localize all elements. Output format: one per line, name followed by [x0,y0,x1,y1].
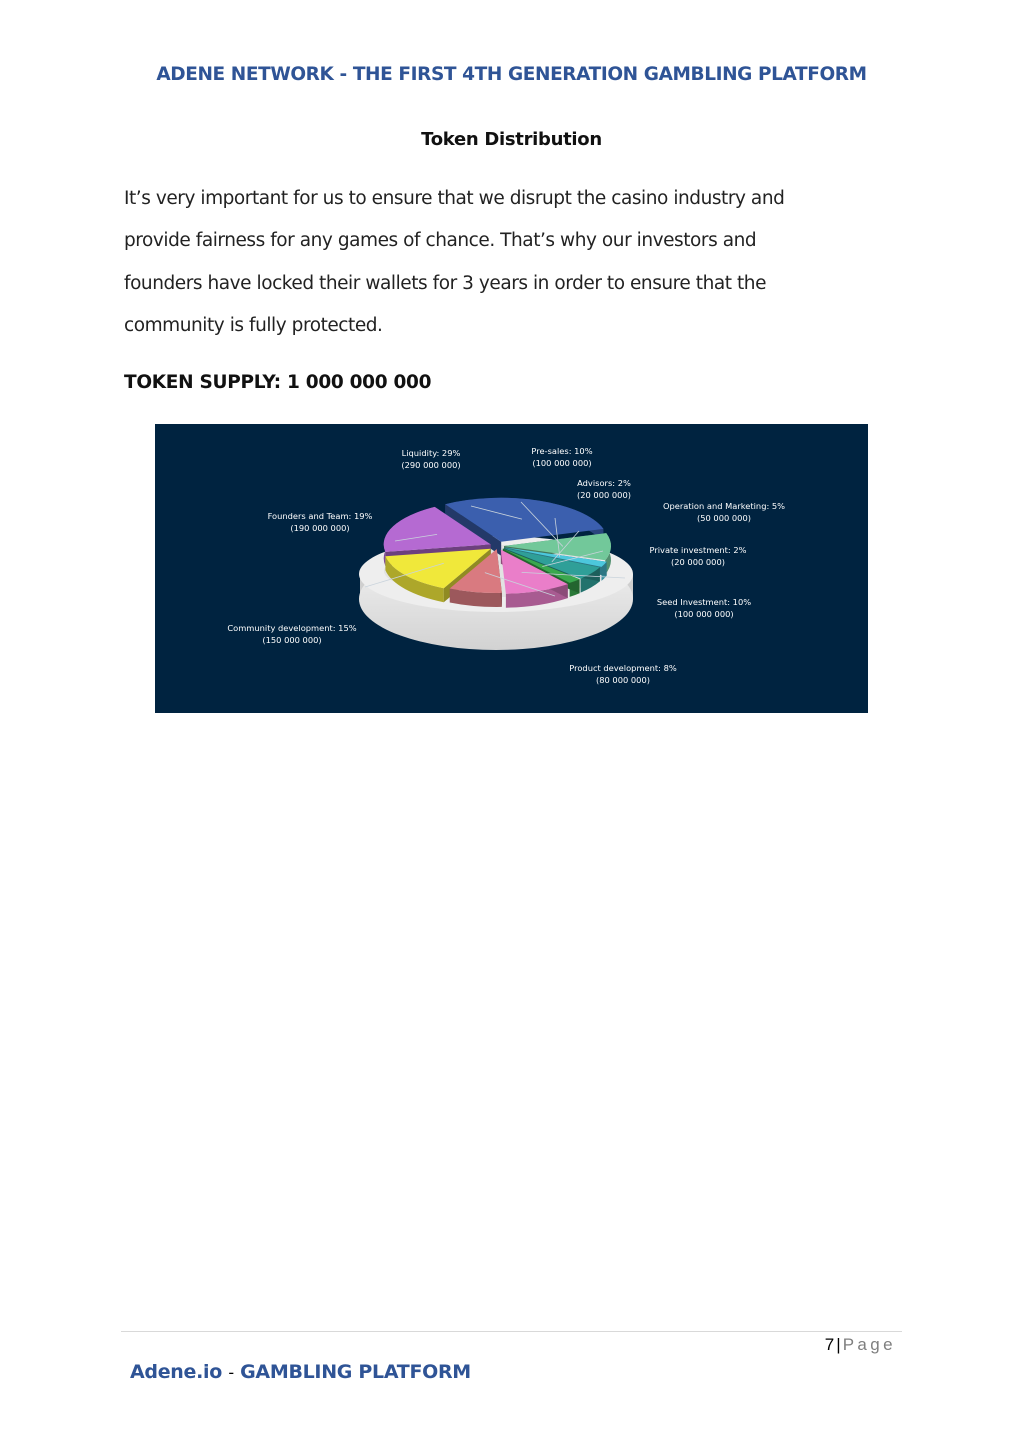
slice-label: Seed Investment: 10% [656,597,752,607]
slice-label: Private investment: 2% [649,545,747,555]
slice-amount-label: (190 000 000) [290,523,350,533]
slice-amount-label: (20 000 000) [577,490,631,500]
page-number [825,1335,896,1355]
intro-paragraph [124,178,884,347]
page-word: Page [842,1335,896,1354]
footer-brand-name: Adene.io [130,1361,222,1383]
slice-label: Pre-sales: 10% [531,446,593,456]
slice-label: Founders and Team: 19% [267,511,373,521]
slice-amount-label: (290 000 000) [401,460,461,470]
paragraph-line: provide fairness for any games of chance. That’s why our investors and [124,230,757,252]
slice-label: Product development: 8% [569,663,677,673]
slice-amount-label: (150 000 000) [262,635,322,645]
slice-label: Operation and Marketing: 5% [662,501,786,511]
slice-amount-label: (50 000 000) [697,513,751,523]
slice-amount-label: (100 000 000) [674,609,734,619]
slice-amount-label: (80 000 000) [596,675,650,685]
paragraph-line: community is fully protected. [124,314,383,336]
section-title: Token Distribution [421,129,602,150]
footer-divider [121,1331,902,1332]
slice-label: Liquidity: 29% [401,448,461,458]
page-separator: | [836,1335,841,1354]
page-number-value: 7 [824,1335,835,1354]
footer-tagline: GAMBLING PLATFORM [240,1361,471,1383]
token-distribution-chart [155,424,868,713]
token-supply-heading: TOKEN SUPPLY: 1 000 000 000 [124,372,432,393]
slice-label: Advisors: 2% [577,478,631,488]
document-header-title: ADENE NETWORK - THE FIRST 4TH GENERATION GAMBLING PLATFORM [156,64,867,85]
pie-chart-svg [155,424,868,713]
paragraph-line: founders have locked their wallets for 3 years in order to ensure that the [124,272,766,294]
paragraph-line: It’s very important for us to ensure that we disrupt the casino industry and [124,188,785,209]
footer-brand [130,1361,471,1383]
footer-dash: - [228,1363,234,1382]
slice-amount-label: (20 000 000) [671,557,725,567]
slice-amount-label: (100 000 000) [532,458,592,468]
slice-label: Community development: 15% [227,623,357,633]
